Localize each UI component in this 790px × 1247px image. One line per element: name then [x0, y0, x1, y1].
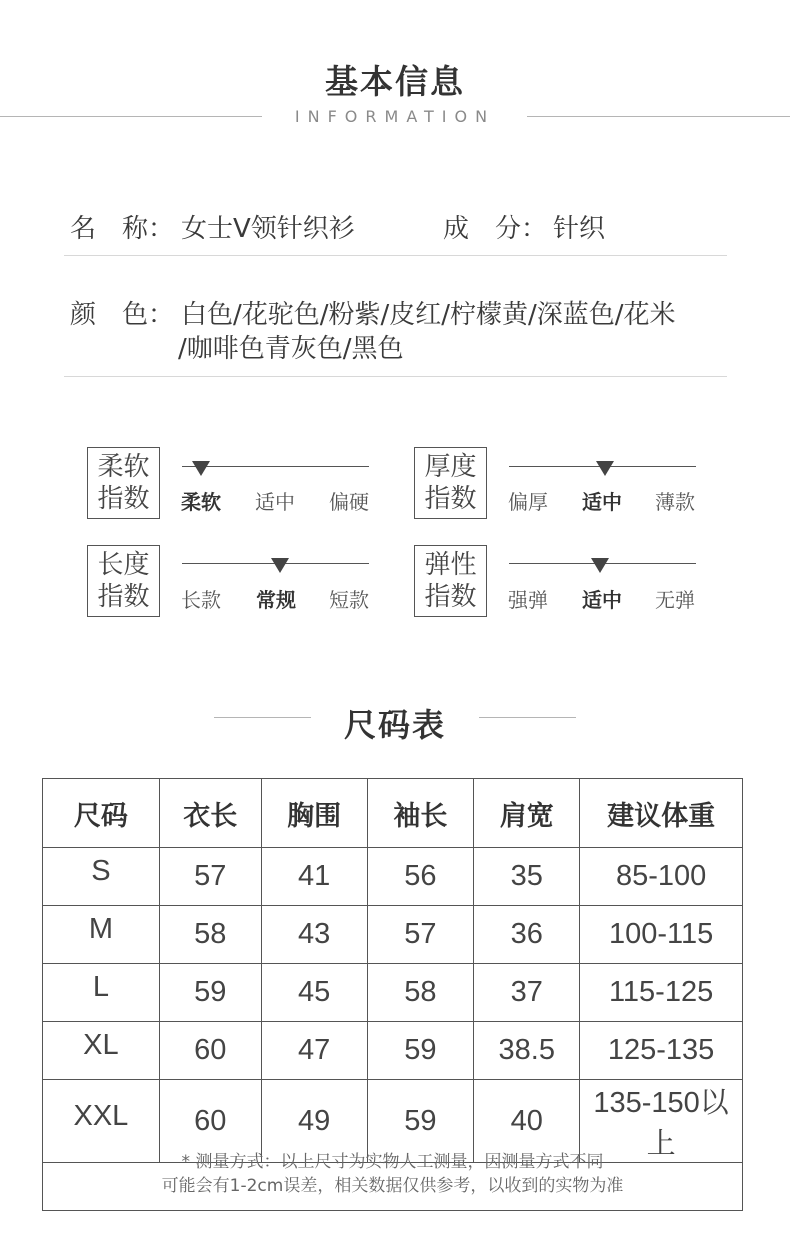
table-cell: 45	[261, 964, 367, 1022]
elasticity-option: 强弹	[508, 588, 548, 612]
table-cell: S	[43, 848, 160, 906]
index-label: 柔软	[97, 452, 150, 482]
color-value-line2: /咖啡色青灰色/黑色	[178, 334, 404, 364]
index-label: 指数	[424, 582, 477, 612]
page-subtitle: INFORMATION	[294, 107, 496, 126]
table-cell: 38.5	[474, 1022, 580, 1080]
table-cell: 125-135	[580, 1022, 743, 1080]
name-value: 女士V领针织衫	[181, 214, 355, 244]
table-cell: XXL	[43, 1080, 160, 1163]
index-label: 厚度	[424, 452, 477, 482]
softness-scale	[182, 466, 369, 467]
index-label: 长度	[97, 550, 150, 580]
column-header: 尺码	[43, 779, 160, 848]
table-row	[43, 964, 743, 1022]
table-row	[43, 1022, 743, 1080]
table-cell: 47	[261, 1022, 367, 1080]
index-label: 指数	[97, 582, 150, 612]
column-header: 衣长	[159, 779, 261, 848]
thickness-option: 适中	[582, 490, 622, 514]
table-cell: 40	[474, 1080, 580, 1163]
table-cell: XL	[43, 1022, 160, 1080]
column-header: 肩宽	[474, 779, 580, 848]
elasticity-marker-icon	[591, 558, 609, 573]
table-cell: 135-150以上	[580, 1080, 743, 1163]
color-label: 颜 色：	[70, 300, 175, 330]
table-cell: 57	[367, 906, 474, 964]
thickness-marker-icon	[596, 461, 614, 476]
table-cell: 57	[159, 848, 261, 906]
info-divider	[64, 376, 727, 377]
size-chart-table	[42, 778, 743, 1163]
table-cell: 56	[367, 848, 474, 906]
table-cell: 115-125	[580, 964, 743, 1022]
elasticity-index-box	[414, 545, 487, 617]
index-label: 弹性	[424, 550, 477, 580]
name-label: 名 称：	[70, 214, 175, 244]
table-cell: 35	[474, 848, 580, 906]
column-header: 袖长	[367, 779, 474, 848]
table-cell: 59	[367, 1022, 474, 1080]
length-marker-icon	[271, 558, 289, 573]
table-cell: L	[43, 964, 160, 1022]
table-cell: 58	[367, 964, 474, 1022]
index-label: 指数	[424, 484, 477, 514]
table-cell: 60	[159, 1080, 261, 1163]
column-header: 胸围	[261, 779, 367, 848]
elasticity-option: 无弹	[655, 588, 695, 612]
measurement-note-line1: * 测量方式：以上尺寸为实物人工测量，因测量方式不同	[181, 1152, 604, 1172]
softness-marker-icon	[192, 461, 210, 476]
softness-option: 偏硬	[329, 490, 369, 514]
table-cell: 58	[159, 906, 261, 964]
index-label: 指数	[97, 484, 150, 514]
table-cell: 49	[261, 1080, 367, 1163]
length-option: 短款	[329, 588, 369, 612]
length-option: 长款	[181, 588, 221, 612]
table-row	[43, 906, 743, 964]
thickness-option: 薄款	[655, 490, 695, 514]
table-cell: 59	[159, 964, 261, 1022]
size-chart-title: 尺码表	[343, 706, 446, 744]
table-cell: 43	[261, 906, 367, 964]
elasticity-option: 适中	[582, 588, 622, 612]
table-cell: 85-100	[580, 848, 743, 906]
column-header: 建议体重	[580, 779, 743, 848]
measurement-note-line2: 可能会有1-2cm误差，相关数据仅供参考，以收到的实物为准	[161, 1176, 624, 1196]
table-cell: 60	[159, 1022, 261, 1080]
color-value-line1: 白色/花驼色/粉紫/皮红/柠檬黄/深蓝色/花米	[181, 300, 676, 330]
table-cell: M	[43, 906, 160, 964]
table-cell: 36	[474, 906, 580, 964]
length-index-box	[87, 545, 160, 617]
info-divider	[64, 255, 727, 256]
softness-index-box	[87, 447, 160, 519]
length-option: 常规	[256, 588, 296, 612]
table-row	[43, 848, 743, 906]
composition-label: 成 分：	[443, 214, 548, 244]
softness-option: 适中	[255, 490, 295, 514]
table-cell: 100-115	[580, 906, 743, 964]
softness-option: 柔软	[181, 490, 221, 514]
table-cell: 37	[474, 964, 580, 1022]
page-title: 基本信息	[325, 62, 465, 101]
composition-value: 针织	[553, 214, 606, 244]
table-header-row	[43, 779, 743, 848]
thickness-index-box	[414, 447, 487, 519]
thickness-option: 偏厚	[508, 490, 548, 514]
table-cell: 59	[367, 1080, 474, 1163]
table-cell: 41	[261, 848, 367, 906]
